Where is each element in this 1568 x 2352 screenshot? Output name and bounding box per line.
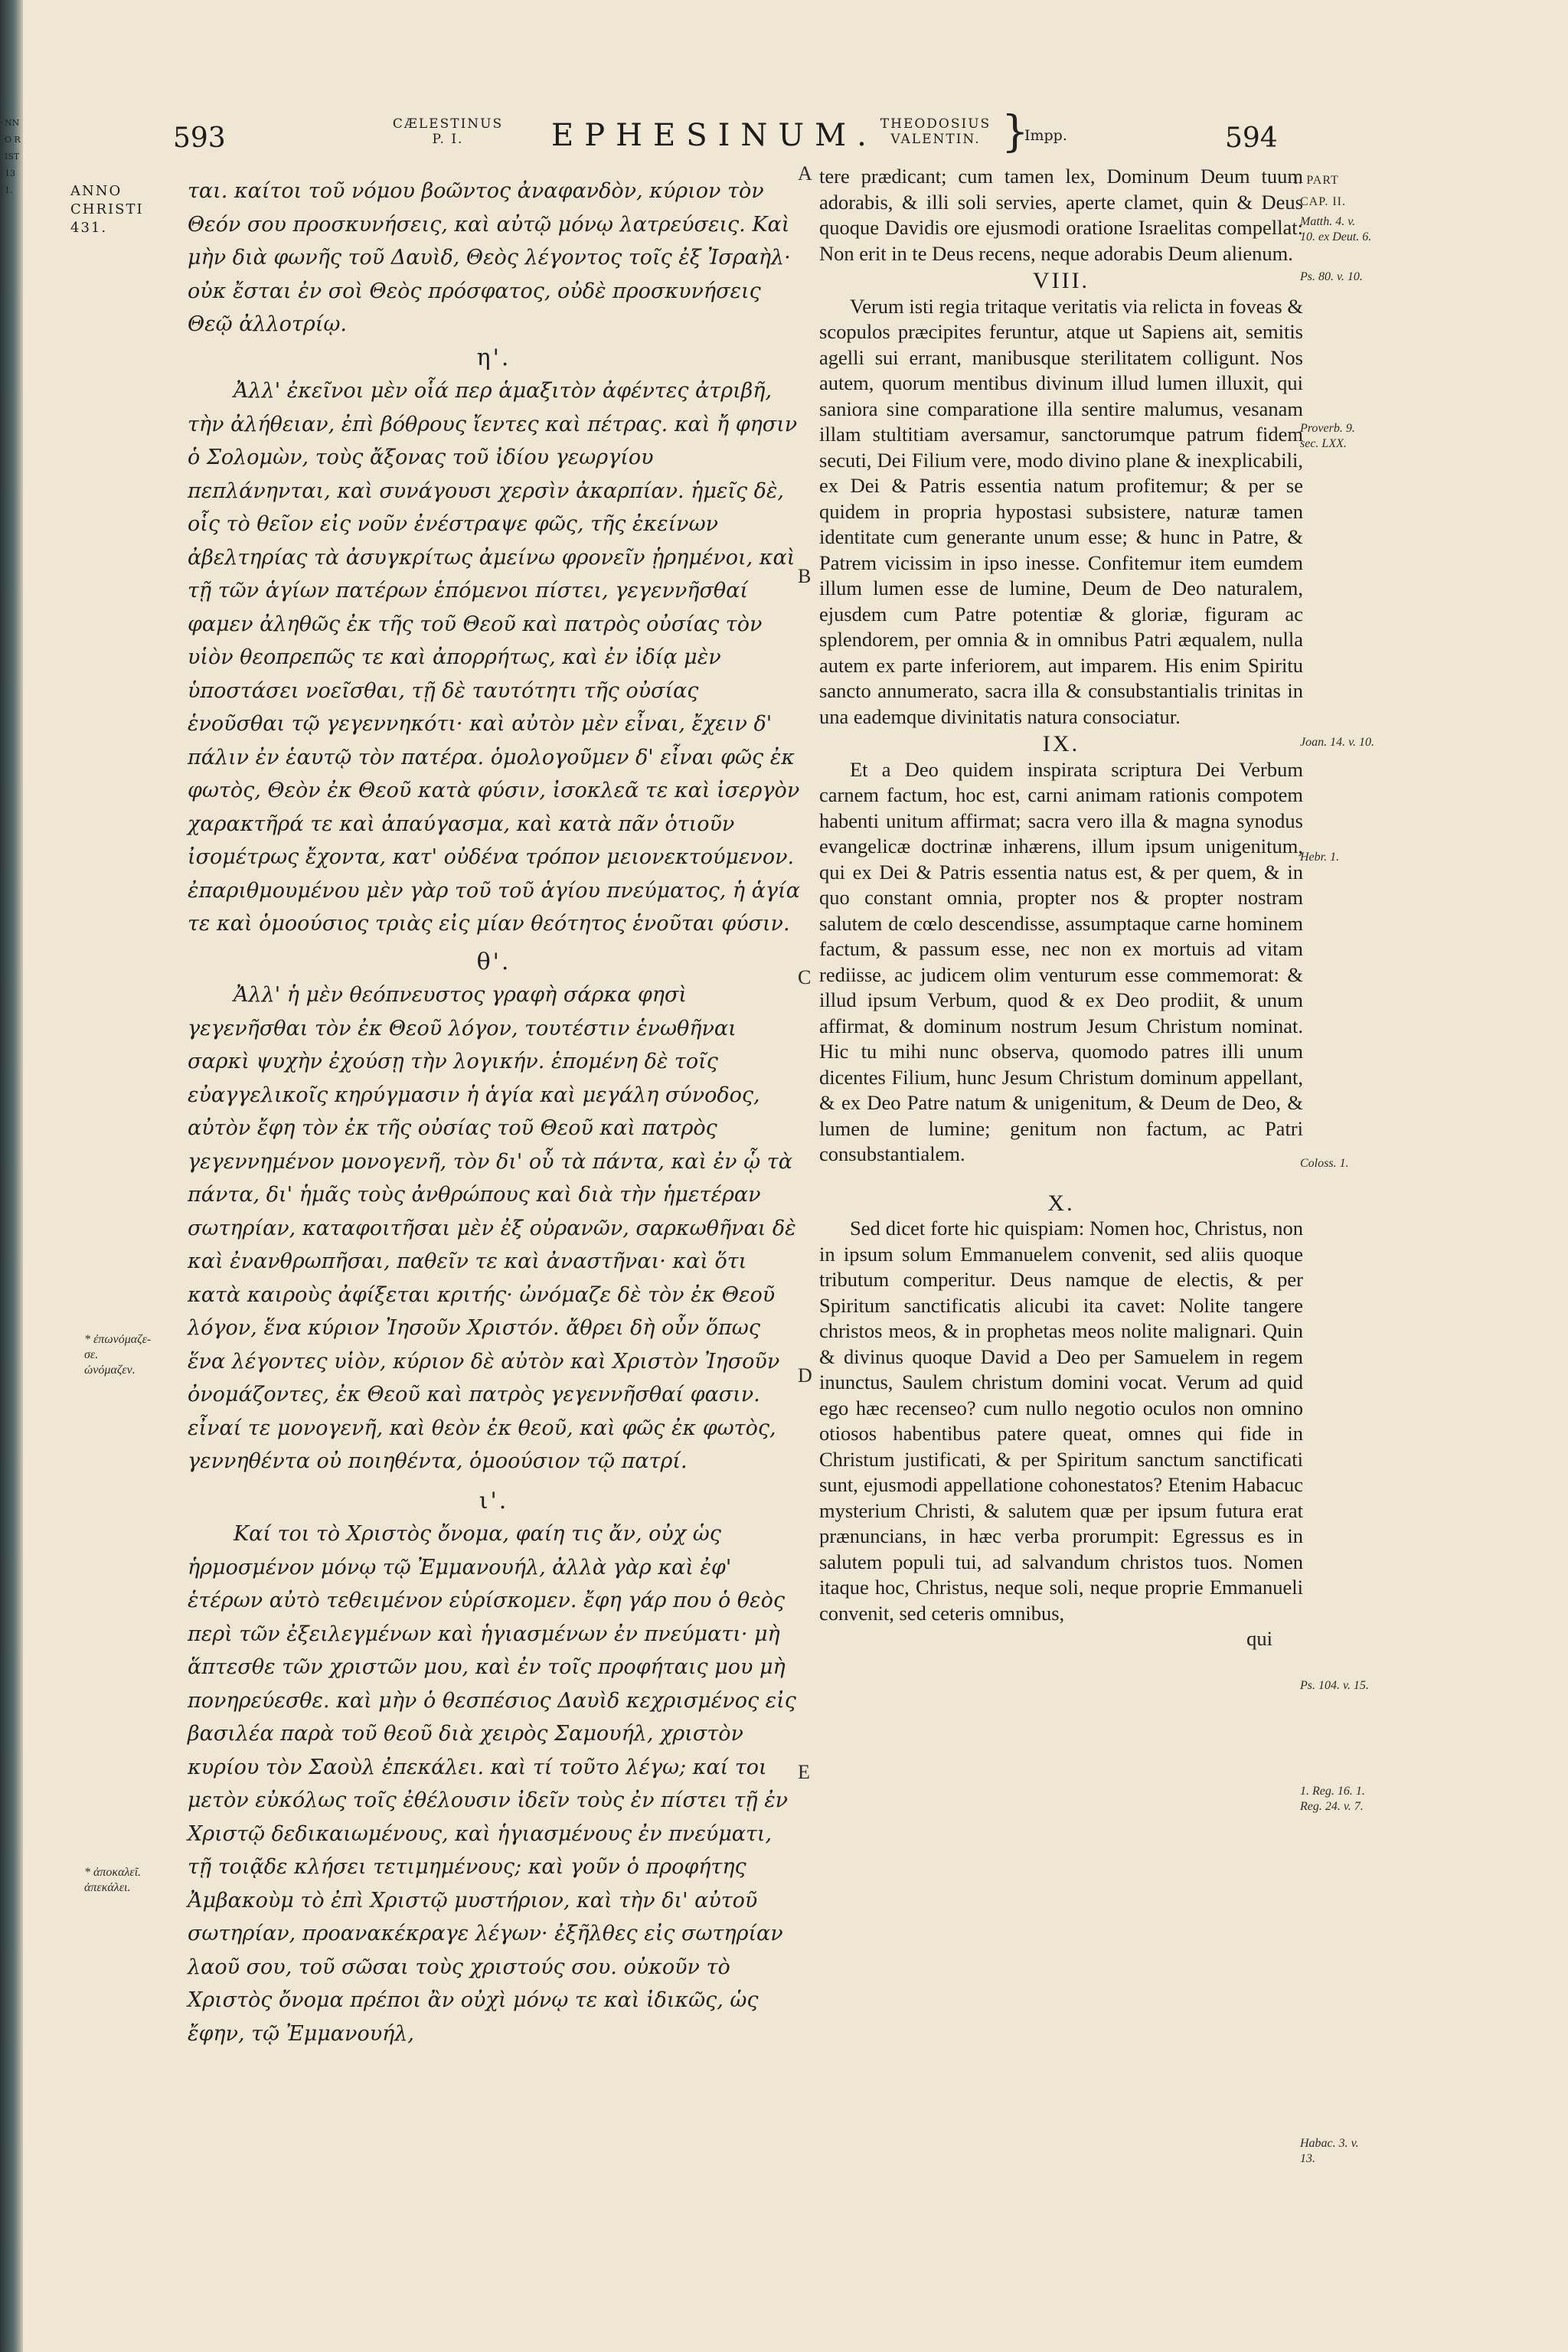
header-right-small [874, 116, 997, 147]
greek-paragraph-4: Καί τοι τὸ Χριστὸς ὄνομα, φαίη τις ἄν, οὐχ ὡς ἡρμοσμένον μόνῳ τῷ Ἐμμανουήλ, ἀλλὰ γὰρ καὶ ἐφ' ἑτέρων αὐτὸ τεθειμένον εὑρίσκομεν. ἔφη γάρ που ὁ θεὸς περὶ τῶν ἐξειλεγμένων καὶ ἡγιασμένων ἐν πνεύματι· μὴ ἅπτεσθε τῶν χριστῶν μου, καὶ ἐν τοῖς προφήταις μου μὴ πονηρεύεσθε. καὶ μὴν ὁ θεσπέσιος Δαυὶδ κεχρισμένος εἰς βασιλέα παρὰ τοῦ θεοῦ διὰ χειρὸς Σαμουήλ, χριστὸν κυρίου τὸν Σαοὺλ ἐπεκάλει. καὶ τί τοῦτο λέγω; καί τοι μετὸν εὐκόλως τοῖς ἐθέλουσιν ἰδεῖν τοὺς ἐν πίστει τῇ ἐν Χριστῷ δεδικαιωμένους, καὶ ἡγιασμένους ἐν πνεύματι, τῇ τοιᾷδε κλήσει τετιμημένους; καὶ γοῦν ὁ προφήτης Ἀμβακοὺμ τὸ ἐπὶ Χριστῷ μυστήριον, καὶ τὴν δι' αὐτοῦ σωτηρίαν, προανακέκραγε λέγων· ἐξῆλθες εἰς σωτηρίαν λαοῦ σου, τοῦ σῶσαι τοὺς χριστούς σου. οὐκοῦν τὸ Χριστὸς ὄνομα πρέποι ἂν οὐχὶ μόνῳ τε καὶ ἰδικῶς, ὡς ἔφην, τῷ Ἐμμανουήλ, [188, 1522, 796, 2046]
latin-paragraph-4: Sed dicet forte hic quispiam: Nomen hoc, Christus, non in ipsum solum Emmanuelem convenit, sed aliis quoque tributum comperitur. Deus namque de electis, & per Spiritum sanctificatis alicubi ita cavet: Nolite tangere christos meos, & in prophetas meos nolite malignari. Quin & divinus quoque David a Deo per Samuelem in regem inunctus, Saulem christum domini vocat. Verum ad quid ego hæc recenseo? cum nullo negotio oculos non omnino otiosos habentibus patere queat, omnes qui fide in Christum justificati, & per Spiritum sanctum sanctificati sunt, ejusmodi appellatione cohonestatos? Etenim Habacuc mysterium Christi, & salutem quæ per ipsum futura erat prænuncians, in hæc verba prorumpit: Egressus es in salutem populi tui, ad salvandum christos tuos. Nomen itaque hoc, Christus, neque soli, neque proprie Emmanueli convenit, sed ceteris omnibus, [819, 1217, 1303, 1625]
right-note-psalm-80: Ps. 80. v. 10. [1300, 270, 1363, 283]
header-left-small-top: CÆLESTINUS [392, 116, 504, 132]
anno-christi [70, 182, 155, 237]
right-note-kings: 1. Reg. 16. 1. Reg. 24. v. 7. [1300, 1785, 1365, 1813]
latin-section-ix: IX. [1042, 731, 1080, 756]
greek-section-eta: η'. [476, 344, 511, 371]
anno-year: 431. [70, 220, 108, 236]
gutter-text: NNO RIST 131. [5, 118, 21, 195]
greek-paragraph-2: Ἀλλ' ἐκεῖνοι μὲν οἷά περ ἁμαξιτὸν ἀφέντες ἀτριβῆ, τὴν ἀλήθειαν, ἐπὶ βόθρους ἴεντες καὶ πέτρας. καὶ ἤ φησιν ὁ Σολομὼν, τοὺς ἄξονας τοῦ ἰδίου γεωργίου πεπλάνηνται, καὶ συνάγουσι χερσὶν ἀκαρπίαν. ἡμεῖς δὲ, οἷς τὸ θεῖον εἰς νοῦν ἐνέστραψε φῶς, τῆς ἐκείνων ἀβελτηρίας τὰ ἀσυγκρίτως ἀμείνω φρονεῖν ᾑρημένοι, καὶ τῇ τῶν ἁγίων πατέρων ἑπόμενοι πίστει, γεγεννῆσθαί φαμεν ἀληθῶς ἐκ τῆς τοῦ Θεοῦ καὶ πατρὸς οὐσίας τὸν υἱὸν θεοπρεπῶς τε καὶ ἀπορρήτως, καὶ ἐν ἰδίᾳ μὲν ὑποστάσει νοεῖσθαι, τῇ δὲ ταυτότητι τῆς οὐσίας ἑνοῦσθαι τῷ γεγεννηκότι· καὶ αὐτὸν μὲν εἶναι, ἔχειν δ' πάλιν ἐν ἑαυτῷ τὸν πατέρα. ὁμολογοῦμεν δ' εἶναι φῶς ἐκ φωτὸς, Θεὸν ἐκ Θεοῦ κατὰ φύσιν, ἰσοκλεᾶ τε καὶ ἰσεργὸν χαρακτῆρά τε καὶ ἀπαύγασμα, καὶ κατὰ πᾶν ὁτιοῦν ἰσομέτρως ἔχοντα, κατ' οὐδένα τρόπον μειονεκτούμενον. ἐπαριθμουμένου μὲν γὰρ τοῦ τοῦ ἁγίου πνεύματος, ἡ ἁγία τε καὶ ὁμοούσιος τριὰς εἰς μίαν θεότητος ἑνοῦται φύσιν. [188, 379, 800, 936]
book-page [23, 0, 1568, 2352]
column-letter-b: B [798, 565, 812, 587]
header-left-small [390, 116, 505, 147]
latin-paragraph-1: tere prædicant; cum tamen lex, Dominum Deum tuum adorabis, & illi soli servies, aperte clamet, quin & Deus quoque Davidis ore ejusmodi oratione Israelitas compellat: Non erit in te Deus recens, neque adorabis Deum alienum. [819, 165, 1303, 265]
greek-paragraph-1: ται. καίτοι τοῦ νόμου βοῶντος ἀναφανδὸν, κύριον τὸν Θεόν σου προσκυνήσεις, καὶ αὐτῷ μόνῳ λατρεύσεις. Καὶ μὴν διὰ φωνῆς τοῦ Δαυὶδ, Θεὸς λέγοντος τοῖς ἐξ Ἰσραὴλ· οὐκ ἔσται ἐν σοὶ Θεὸς πρόσφατος, οὐδὲ προσκυνήσεις Θεῷ ἀλλοτρίῳ. [188, 179, 791, 336]
header-right-small-bottom: VALENTIN. [890, 132, 981, 147]
latin-paragraph-2: Verum isti regia tritaque veritatis via relicta in foveas & scopulos præcipites feruntur, atque ut Sapiens ait, semitis agelli sui errant, manibusque sterilitatem colligunt. Nos autem, quorum mentibus divinum illud lumen illuxit, qui saniora sine comparatione illa sentire malumus, vesanam illam stultitiam aversamur, sanctorumque patrum fidem secuti, Dei Filium vere, modo divino plane & inexplicabili, ex Dei & Patris essentia natum profitemur; & per se quidem in propria hypostasi subsistere, naturæ tamen identitate cum generante unum esse; & hunc in Patre, & Patrem vicissim in ipso inesse. Confitemur item eumdem illum lumen esse de lumine, Deum de Deo naturalem, ejusdem cum Patre potentiæ & gloriæ, figuram ac splendorem, per omnia & in omnibus Patri æqualem, nulla autem ex parte inferiorem, aut imparem. His enim Spiritu sancto annumerato, sacra illa & consubstantialis trinitas in una eademque divinitatis natura consociatur. [819, 294, 1303, 728]
header-left-small-bottom: P. I. [432, 132, 464, 147]
anno-line1: ANNO [70, 183, 122, 199]
left-margin-note-1 [84, 1332, 176, 1378]
column-letter-a: A [798, 162, 812, 185]
book-gutter [0, 0, 23, 2352]
left-note-2-line1: * ἀποκαλεῖ. [84, 1866, 142, 1879]
greek-section-iota: ι'. [479, 1487, 509, 1514]
page-number-right: 594 [1225, 122, 1278, 154]
right-note-john: Joan. 14. v. 10. [1300, 736, 1375, 749]
header-title: EPHESINUM. [551, 118, 877, 153]
header-impp: Impp. [1024, 127, 1067, 144]
header-right-small-top: THEODOSIUS [880, 116, 991, 132]
right-note-proverbs: Proverb. 9. sec. LXX. [1300, 422, 1355, 450]
left-note-1-line1: * ἐπωνόμαζε- [84, 1333, 152, 1346]
column-letter-c: C [798, 966, 812, 988]
latin-paragraph-3: Et a Deo quidem inspirata scriptura Dei Verbum carnem factum, hoc est, carni animam rationis compotem habenti unitum affirmat; sacra vero illa & magna synodus evangelicæ doctrinæ inhærens, illum ipsum unigenitum, qui ex Dei & Patris essentia natus est, & per quem, & in quo constant omnia, propter nos & propter nostram salutem de cœlo descendisse, assumptaque carne hominem factum, & passum esse, nec non ex mortuis ad vitam rediisse, ac judicem olim venturum esse commemorat: & illud ipsum Verbum, quod & ex Deo prodiit, & unum affirmat, & dominum nostrum Jesum Christum nominat. Hic tu mihi nunc observa, quomodo patres illi unum dicentes Filium, hunc Jesum Christum dominum appellant, & ex Deo Patre natum & unigenitum, & Deum de Deo, & lumen de lumine; genitum non factum, ac Patri consubstantialem. [819, 757, 1303, 1165]
anno-line2: CHRISTI [70, 201, 144, 217]
right-note-part: I. PART [1294, 174, 1339, 187]
latin-column [819, 164, 1303, 1652]
header-brace: } [1001, 107, 1029, 157]
greek-column [188, 175, 800, 2050]
right-note-matthew: Matth. 4. v. 10. ex Deut. 6. [1300, 215, 1372, 243]
left-note-1-line2: σε. [84, 1348, 99, 1361]
left-note-1-line3: ὠνόμαζεν. [84, 1364, 136, 1377]
page-number-left: 593 [173, 122, 226, 154]
right-note-psalm-104: Ps. 104. v. 15. [1300, 1679, 1369, 1692]
greek-paragraph-3: Ἀλλ' ἡ μὲν θεόπνευστος γραφὴ σάρκα φησὶ γεγενῆσθαι τὸν ἐκ Θεοῦ λόγον, τουτέστιν ἑνωθῆναι σαρκὶ ψυχὴν ἐχούσῃ τὴν λογικήν. ἑπομένη δὲ τοῖς εὐαγγελικοῖς κηρύγμασιν ἡ ἁγία καὶ μεγάλη σύνοδος, αὐτὸν ἔφη τὸν ἐκ τῆς οὐσίας τοῦ Θεοῦ καὶ πατρὸς γεγεννημένον μονογενῆ, τὸν δι' οὗ τὰ πάντα, καὶ ἐν ᾧ τὰ πάντα, δι' ἡμᾶς τοὺς ἀνθρώπους καὶ διὰ τὴν ἡμετέραν σωτηρίαν, καταφοιτῆσαι μὲν ἐξ οὐρανῶν, σαρκωθῆναι δὲ καὶ ἐνανθρωπῆσαι, παθεῖν τε καὶ ἀναστῆναι· καὶ ὅτι κατὰ καιροὺς ἀφίξεται κριτής· ὠνόμαζε δὲ τὸν ἐκ Θεοῦ λόγον, ἕνα κύριον Ἰησοῦν Χριστόν. ἄθρει δὴ οὖν ὅπως ἕνα λέγοντες υἱὸν, κύριον δὲ αὐτὸν καὶ Χριστὸν Ἰησοῦν ὀνομάζοντες, ἐκ Θεοῦ καὶ πατρὸς γεγεννῆσθαί φασιν. εἶναί τε μονογενῆ, καὶ θεὸν ἐκ θεοῦ, καὶ φῶς ἐκ φωτὸς, γεννηθέντα οὐ ποιηθέντα, ὁμοούσιον τῷ πατρί. [188, 983, 796, 1473]
right-note-habakkuk: Habac. 3. v. 13. [1300, 2137, 1359, 2165]
latin-section-x: X. [1047, 1190, 1075, 1216]
greek-section-theta: θ'. [476, 948, 511, 975]
right-note-cap: CAP. II. [1300, 195, 1347, 208]
latin-catchword: qui [1246, 1627, 1272, 1650]
right-note-hebrews: Hebr. 1. [1300, 851, 1340, 864]
left-note-2-line2: ἀπεκάλει. [84, 1881, 131, 1894]
latin-section-viii: VIII. [1032, 268, 1090, 293]
column-letter-d: D [798, 1364, 812, 1387]
left-margin-note-2 [84, 1865, 176, 1896]
right-note-colossians: Coloss. 1. [1300, 1157, 1349, 1170]
column-letter-e: E [798, 1761, 810, 1783]
